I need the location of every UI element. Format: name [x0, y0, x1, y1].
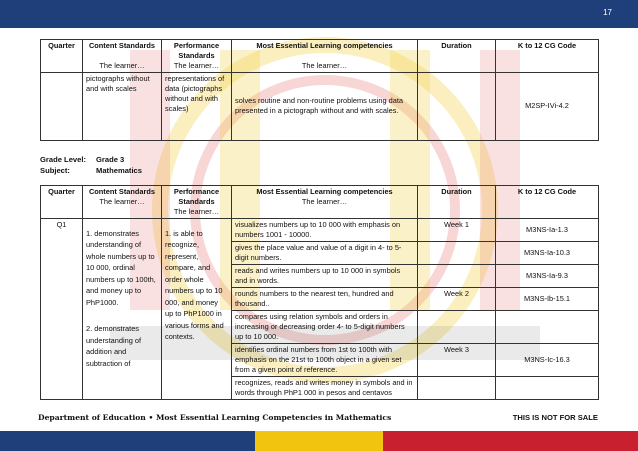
cell-code: M3NS-Ia-9.3	[496, 264, 599, 287]
competency-table-grade3	[40, 185, 599, 400]
cell-code	[496, 376, 599, 399]
table-header-row	[41, 186, 599, 219]
flag-stripe-bar	[0, 431, 638, 451]
header-melc: Most Essential Learning competencies The learner…	[232, 40, 418, 73]
cell-code	[496, 310, 599, 343]
subject-line	[40, 166, 142, 175]
header-content-standards: Content Standards The learner…	[83, 186, 162, 219]
cell-code: M3NS-Ic-16.3	[496, 343, 599, 376]
cell-quarter: Q1	[41, 218, 83, 399]
cell-melc: compares using relation symbols and orders in increasing or decreasing order 4- to 5-digit numbers up to 10 000.	[232, 310, 418, 343]
header-duration: Duration	[418, 186, 496, 219]
subject-label: Subject:	[40, 166, 70, 175]
footer-not-for-sale: THIS IS NOT FOR SALE	[512, 413, 598, 422]
subject-value: Mathematics	[96, 166, 143, 175]
table-header-row	[41, 40, 599, 73]
cell-duration: Week 1	[418, 218, 496, 241]
header-duration: Duration	[418, 40, 496, 73]
header-content-standards: Content Standards The learner…	[83, 40, 162, 73]
page-number: 17	[603, 8, 612, 17]
cell-melc: reads and writes numbers up to 10 000 in symbols and in words.	[232, 264, 418, 287]
table-row	[41, 72, 599, 140]
cell-duration	[418, 264, 496, 287]
cell-duration: Week 3	[418, 343, 496, 376]
header-performance-standards: Performance Standards The learner…	[162, 186, 232, 219]
cell-quarter	[41, 72, 83, 140]
competency-table-grade2	[40, 39, 599, 141]
flag-stripe-yellow	[255, 431, 383, 451]
header-melc: Most Essential Learning competencies The learner…	[232, 186, 418, 219]
cell-performance-standards	[162, 218, 232, 399]
content-standard-2: 2. demonstrates understanding of addition and subtraction of	[86, 324, 142, 368]
cell-melc: gives the place value and value of a digit in 4- to 5-digit numbers.	[232, 241, 418, 264]
cell-melc: visualizes numbers up to 10 000 with emphasis on numbers 1001 - 10000.	[232, 218, 418, 241]
cell-melc: rounds numbers to the nearest ten, hundred and thousand..	[232, 287, 418, 310]
header-quarter: Quarter	[41, 40, 83, 73]
table-row	[41, 218, 599, 241]
cell-melc: recognizes, reads and writes money in symbols and in words through PhP1 000 in pesos and centavos	[232, 376, 418, 399]
grade-level-value: Grade 3	[96, 155, 125, 164]
cell-melc: identifies ordinal numbers from 1st to 100th with emphasis on the 21st to 100th object in a given set from a given point of reference.	[232, 343, 418, 376]
cell-content-standards: pictographs without and with scales	[83, 72, 162, 140]
cell-code: M3NS-Ia-1.3	[496, 218, 599, 241]
cell-duration	[418, 310, 496, 343]
cell-content-standards	[83, 218, 162, 399]
cell-duration	[418, 241, 496, 264]
footer-title: Department of Education • Most Essential Learning Competencies in Mathematics	[38, 413, 392, 422]
header-code: K to 12 CG Code	[496, 40, 599, 73]
performance-standard-1: 1. is able to recognize, represent, compare, and order whole numbers up to 10 000, and money up to PhP1000 in various forms and contexts.	[165, 228, 224, 342]
cell-code: M3NS-Ia-10.3	[496, 241, 599, 264]
header-performance-standards: Performance Standards The learner…	[162, 40, 232, 73]
grade-level-line	[40, 155, 124, 164]
cell-performance-standards: representations of data (pictographs without and with scales)	[162, 72, 232, 140]
flag-stripe-red	[383, 431, 638, 451]
flag-stripe-blue	[0, 431, 255, 451]
cell-duration	[418, 376, 496, 399]
page-footer	[38, 413, 598, 422]
cell-melc: solves routine and non-routine problems using data presented in a pictograph without and with scales.	[232, 72, 418, 140]
cell-duration	[418, 72, 496, 140]
header-quarter: Quarter	[41, 186, 83, 219]
top-band	[0, 0, 638, 28]
grade-level-label: Grade Level:	[40, 155, 87, 164]
cell-code: M2SP-IVi-4.2	[496, 72, 599, 140]
cell-duration: Week 2	[418, 287, 496, 310]
content-standard-1: 1. demonstrates understanding of whole numbers up to 10 000, ordinal numbers up to 100th, and money up to PhP1000.	[86, 228, 156, 307]
header-code: K to 12 CG Code	[496, 186, 599, 219]
cell-code: M3NS-Ib-15.1	[496, 287, 599, 310]
